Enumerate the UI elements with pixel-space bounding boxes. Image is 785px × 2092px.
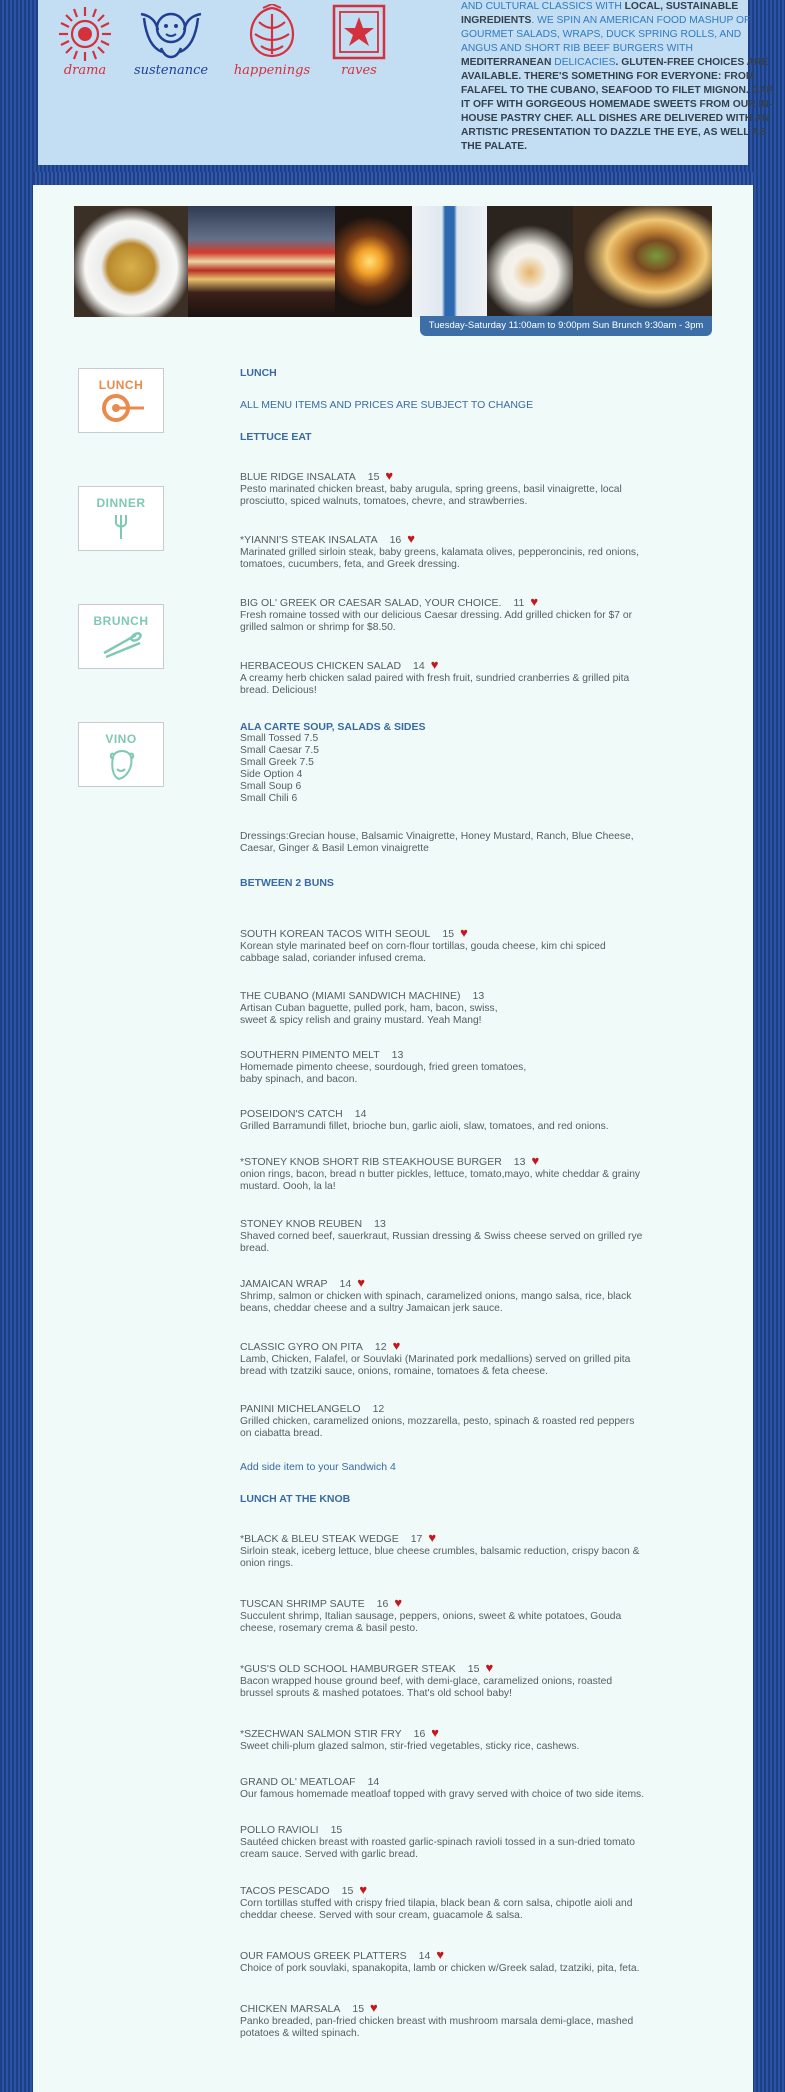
item-name: STONEY KNOB REUBEN xyxy=(240,1218,363,1230)
item-description: Artisan Cuban baguette, pulled pork, ham, bacon, swiss, sweet & spicy relish and grainy mustard. Yeah Mang! xyxy=(240,1003,498,1026)
item-name: CLASSIC GYRO ON PITA xyxy=(240,1341,363,1353)
item-name: THE CUBANO (MIAMI SANDWICH MACHINE) xyxy=(240,990,461,1002)
side-item: Small Caesar 7.5 xyxy=(240,745,319,756)
heart-icon: ♥ xyxy=(370,2000,378,2015)
hours-bar: Tuesday-Saturday 11:00am to 9:00pm Sun Brunch 9:30am - 3pm xyxy=(420,316,712,336)
menu-item xyxy=(240,1775,645,1801)
item-name: *YIANNI'S STEAK INSALATA xyxy=(240,534,378,546)
burger-photo xyxy=(573,206,712,317)
item-name: SOUTH KOREAN TACOS WITH SEOUL xyxy=(240,928,431,940)
item-name: CHICKEN MARSALA xyxy=(240,2003,341,2015)
item-name: SOUTHERN PIMENTO MELT xyxy=(240,1049,380,1061)
tab-vino[interactable] xyxy=(78,722,164,787)
item-description: Shrimp, salmon or chicken with spinach, caramelized onions, mango salsa, rice, black beans, cheddar cheese and a sultry Jamaican jerk sauce. xyxy=(240,1291,632,1314)
menu-item xyxy=(240,532,645,571)
item-price: 15 xyxy=(367,471,380,483)
item-description: Lamb, Chicken, Falafel, or Souvlaki (Marinated pork medallions) served on grilled pita bread with tzatziki sauce, onions, romaine, tomatoes & feta cheese. xyxy=(240,1354,631,1377)
dressings-text: Dressings:Grecian house, Balsamic Vinaigrette, Honey Mustard, Ranch, Blue Cheese, Caesar, Ginger & Basil Lemon vinaigrette xyxy=(240,831,634,854)
menu-notice: ALL MENU ITEMS AND PRICES ARE SUBJECT TO CHANGE xyxy=(240,399,534,411)
heart-icon: ♥ xyxy=(436,1947,445,1962)
item-price: 16 xyxy=(376,1598,389,1610)
item-price: 13 xyxy=(374,1218,386,1230)
item-price: 14 xyxy=(413,660,425,672)
menu-item xyxy=(240,658,645,697)
heart-icon: ♥ xyxy=(407,531,415,546)
menu-item xyxy=(240,1661,645,1700)
section-heading-alacarte: ALA CARTE SOUP, SALADS & SIDES xyxy=(240,721,426,733)
intro-text: AND CULTURAL CLASSICS WITH LOCAL, SUSTAINABLE INGREDIENTS. WE SPIN AN AMERICAN FOOD MASHUP OF GOURMET SALADS, WRAPS, DUCK SPRING ROLLS, AND ANGUS AND SHORT RIB BEEF BURGERS WITH MEDITERRANEAN DELICACIES. GLUTEN-FREE CHOICES ARE AVAILABLE. THERE'S SOMETHING FOR EVERYONE: FROM FALAFEL TO THE CUBANO, SEAFOOD TO FILET MIGNON. CAP IT OFF WITH GORGEOUS HOMEMADE SWEETS FROM OUR IN-HOUSE PASTRY CHEF. ALL DISHES ARE DELIVERED WITH AN ARTISTIC PRESENTATION TO DAZZLE THE EYE, AS WELL AS THE PALATE. xyxy=(461,1,774,152)
item-description: Sirloin steak, iceberg lettuce, blue cheese crumbles, balsamic reduction, crispy bacon & onion rings. xyxy=(240,1546,640,1569)
menu-item-title xyxy=(240,532,645,547)
menu-item xyxy=(240,1531,645,1570)
star-tile-icon xyxy=(332,4,386,62)
item-price: 15 xyxy=(467,1663,480,1675)
item-name: PANINI MICHELANGELO xyxy=(240,1403,361,1415)
item-description: Succulent shrimp, Italian sausage, peppers, onions, sweet & white potatoes, Gouda cheese, rosemary crema & basil pesto. xyxy=(240,1611,622,1634)
item-name: BIG OL' GREEK OR CAESAR SALAD, YOUR CHOICE. xyxy=(240,597,502,609)
menu-item xyxy=(240,1154,645,1193)
menu-item xyxy=(240,1948,645,1975)
menu-item xyxy=(240,1823,645,1861)
menu-item-title xyxy=(240,989,645,1003)
item-name: TUSCAN SHRIMP SAUTE xyxy=(240,1598,365,1610)
item-name: *GUS'S OLD SCHOOL HAMBURGER STEAK xyxy=(240,1663,456,1675)
artichoke-icon xyxy=(241,4,303,62)
menu-item-title xyxy=(240,1048,645,1062)
side-item: Small Soup 6 xyxy=(240,781,302,792)
menu-item xyxy=(240,989,645,1027)
heart-icon: ♥ xyxy=(485,1660,494,1675)
menu-item-title xyxy=(240,1402,645,1416)
menu-item xyxy=(240,1726,645,1753)
nav-label-sustenance: sustenance xyxy=(133,63,209,78)
item-price: 16 xyxy=(413,1728,426,1740)
item-price: 15 xyxy=(442,928,455,940)
menu-item-title xyxy=(240,1276,645,1291)
side-item: Side Option 4 xyxy=(240,769,303,780)
item-price: 12 xyxy=(372,1403,385,1415)
menu-item-title xyxy=(240,926,645,941)
item-price: 11 xyxy=(513,597,525,609)
section-heading-buns: BETWEEN 2 BUNS xyxy=(240,877,334,889)
menu-item xyxy=(240,1048,645,1086)
menu-item-title xyxy=(240,1154,645,1169)
menu-item-title xyxy=(240,1661,645,1676)
item-name: JAMAICAN WRAP xyxy=(240,1278,328,1290)
drama-icon xyxy=(59,4,111,62)
tab-label: LUNCH xyxy=(98,378,144,392)
tab-label: DINNER xyxy=(96,496,146,510)
menu-item-title xyxy=(240,1107,645,1121)
side-item: Small Greek 7.5 xyxy=(240,757,314,768)
sandwich-side-link[interactable]: Add side item to your Sandwich 4 xyxy=(240,1461,396,1473)
heart-icon: ♥ xyxy=(460,925,468,940)
menu-item-title xyxy=(240,1823,645,1837)
side-item: Small Tossed 7.5 xyxy=(240,733,319,744)
item-name: POLLO RAVIOLI xyxy=(240,1824,319,1836)
menu-item xyxy=(240,1883,645,1922)
menu-item xyxy=(240,1276,645,1315)
food-photo xyxy=(74,206,188,317)
heart-icon: ♥ xyxy=(394,1595,403,1610)
heart-icon: ♥ xyxy=(531,1153,540,1168)
item-description: A creamy herb chicken salad paired with fresh fruit, sundried cranberries & grilled pita bread. Delicious! xyxy=(240,673,630,696)
heart-icon: ♥ xyxy=(357,1275,365,1290)
section-heading-knob: LUNCH AT THE KNOB xyxy=(240,1493,351,1505)
item-description: Choice of pork souvlaki, spanakopita, lamb or chicken w/Greek salad, tzatziki, pita, feta. xyxy=(240,1963,640,1974)
section-heading-lettuce: LETTUCE EAT xyxy=(240,431,312,443)
menu-item xyxy=(240,595,645,634)
item-price: 14 xyxy=(339,1278,352,1290)
menu-title: LUNCH xyxy=(240,367,277,379)
item-price: 14 xyxy=(367,1776,380,1788)
item-price: 13 xyxy=(513,1156,526,1168)
item-name: POSEIDON'S CATCH xyxy=(240,1108,343,1120)
nav-label-drama: drama xyxy=(63,63,107,78)
nav-drama[interactable] xyxy=(52,4,118,78)
heart-icon: ♥ xyxy=(428,1530,437,1545)
menu-item xyxy=(240,1596,645,1635)
flame-photo xyxy=(335,206,412,317)
menu-item xyxy=(240,2001,645,2040)
item-price: 15 xyxy=(341,1885,354,1897)
menu-item-title xyxy=(240,469,645,484)
item-name: *SZECHWAN SALMON STIR FRY xyxy=(240,1728,402,1740)
plates-photo xyxy=(188,206,335,317)
divider-band xyxy=(33,172,753,185)
nav-label-happenings: happenings xyxy=(233,63,311,78)
item-description: Korean style marinated beef on corn-flour tortillas, gouda cheese, kim chi spiced cabbage salad, coriander infused crema. xyxy=(240,941,606,964)
menu-item-title xyxy=(240,2001,645,2016)
item-description: Our famous homemade meatloaf topped with gravy served with choice of two side items. xyxy=(240,1789,645,1800)
header-panel xyxy=(38,0,774,165)
menu-item-title xyxy=(240,1217,645,1231)
item-price: 17 xyxy=(410,1533,423,1545)
item-price: 13 xyxy=(391,1049,404,1061)
menu-item-title xyxy=(240,1883,645,1898)
item-description: Marinated grilled sirloin steak, baby greens, kalamata olives, pepperoncinis, red onions, tomatoes, cucumbers, feta, and Greek dressing. xyxy=(240,547,639,570)
menu-item-title xyxy=(240,1596,645,1611)
item-description: Corn tortillas stuffed with crispy fried tilapia, black bean & corn salsa, chipotle aioli and cheddar cheese. Served with sour cream, guacamole & salsa. xyxy=(240,1898,633,1921)
tab-label: VINO xyxy=(105,732,137,746)
item-price: 15 xyxy=(330,1824,343,1836)
utensils-icon xyxy=(96,629,146,659)
menu-item-title xyxy=(240,1775,645,1789)
heart-icon: ♥ xyxy=(430,657,439,672)
heart-icon: ♥ xyxy=(431,1725,440,1740)
item-name: TACOS PESCADO xyxy=(240,1885,330,1897)
item-description: Homemade pimento cheese, sourdough, fried green tomatoes, baby spinach, and bacon. xyxy=(240,1062,527,1085)
item-name: *STONEY KNOB SHORT RIB STEAKHOUSE BURGER xyxy=(240,1156,502,1168)
item-price: 14 xyxy=(418,1950,431,1962)
nav-raves[interactable] xyxy=(324,4,394,78)
item-name: BLUE RIDGE INSALATA xyxy=(240,471,356,483)
side-item: Small Chili 6 xyxy=(240,793,298,804)
item-description: Pesto marinated chicken breast, baby arugula, spring greens, basil vinaigrette, local prosciutto, spiced walnuts, tomatoes, chevre, and strawberries. xyxy=(240,484,622,507)
item-price: 15 xyxy=(352,2003,365,2015)
menu-item xyxy=(240,469,645,508)
item-name: HERBACEOUS CHICKEN SALAD xyxy=(240,660,402,672)
tab-brunch[interactable] xyxy=(78,604,164,669)
nav-label-raves: raves xyxy=(341,63,377,78)
item-price: 14 xyxy=(354,1108,367,1120)
item-description: Panko breaded, pan-fried chicken breast with mushroom marsala demi-glace, mashed potatoes & wilted spinach. xyxy=(240,2016,634,2039)
item-description: Sweet chili-plum glazed salmon, stir-fried vegetables, sticky rice, cashews. xyxy=(240,1741,580,1752)
item-name: GRAND OL' MEATLOAF xyxy=(240,1776,356,1788)
nav-sustenance[interactable] xyxy=(126,4,216,78)
heart-icon: ♥ xyxy=(392,1338,401,1353)
fork-icon xyxy=(106,511,136,541)
item-price: 12 xyxy=(374,1341,387,1353)
item-description: Bacon wrapped house ground beef, with demi-glace, caramelized onions, roasted brussel sprouts & mashed potatoes. That's old school baby! xyxy=(240,1676,613,1699)
plate-fork-icon xyxy=(96,393,146,423)
item-name: OUR FAMOUS GREEK PLATTERS xyxy=(240,1950,407,1962)
nav-happenings[interactable] xyxy=(228,4,316,78)
plate-photo xyxy=(487,206,573,317)
bacchus-head-icon xyxy=(101,747,141,783)
item-price: 13 xyxy=(472,990,485,1002)
menu-item xyxy=(240,1107,645,1133)
heart-icon: ♥ xyxy=(385,468,394,483)
item-description: onion rings, bacon, bread n butter pickles, lettuce, tomato,mayo, white cheddar & grainy mustard. Oooh, la la! xyxy=(240,1169,641,1192)
heart-icon: ♥ xyxy=(359,1882,368,1897)
menu-item-title xyxy=(240,658,645,673)
sign-photo xyxy=(412,206,487,317)
item-description: Shaved corned beef, sauerkraut, Russian dressing & Swiss cheese served on grilled rye bread. xyxy=(240,1231,643,1254)
menu-item xyxy=(240,1217,645,1255)
item-description: Grilled chicken, caramelized onions, mozzarella, pesto, spinach & roasted red peppers on ciabatta bread. xyxy=(240,1416,635,1439)
menu-item-title xyxy=(240,1948,645,1963)
item-description: Sautéed chicken breast with roasted garlic-spinach ravioli tossed in a sun-dried tomato cream sauce. Served with garlic bread. xyxy=(240,1837,635,1860)
menu-item xyxy=(240,926,645,965)
tab-lunch[interactable] xyxy=(78,368,164,433)
heart-icon: ♥ xyxy=(530,594,539,609)
cherub-icon xyxy=(138,4,204,62)
menu-item-title xyxy=(240,1531,645,1546)
menu-item xyxy=(240,1339,645,1378)
tab-label: BRUNCH xyxy=(93,614,149,628)
item-description: Grilled Barramundi fillet, brioche bun, garlic aioli, slaw, tomatoes, and red onions. xyxy=(240,1121,609,1132)
menu-content xyxy=(240,367,645,2062)
item-name: *BLACK & BLEU STEAK WEDGE xyxy=(240,1533,399,1545)
menu-item xyxy=(240,1402,645,1440)
menu-item-title xyxy=(240,1339,645,1354)
photo-strip xyxy=(74,206,712,317)
item-price: 16 xyxy=(389,534,402,546)
item-description: Fresh romaine tossed with our delicious Caesar dressing. Add grilled chicken for $7 or grilled salmon or shrimp for $8.50. xyxy=(240,610,633,633)
tab-dinner[interactable] xyxy=(78,486,164,551)
menu-item-title xyxy=(240,595,645,610)
menu-item-title xyxy=(240,1726,645,1741)
